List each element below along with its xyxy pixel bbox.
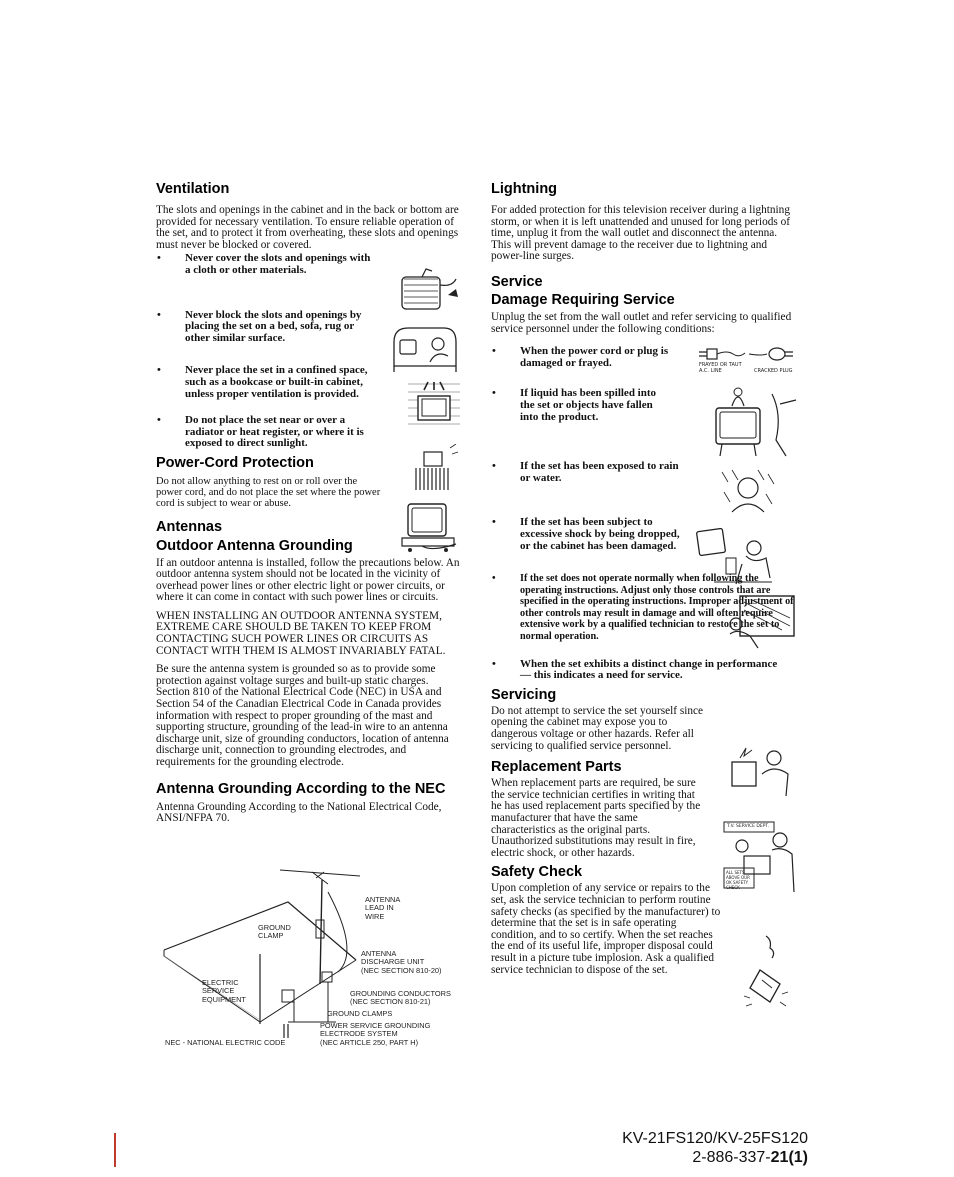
power-cord-illustration	[398, 500, 462, 554]
service-body: Unplug the set from the wall outlet and refer servicing to qualified service personnel under the following conditions:	[491, 310, 792, 335]
safety-check-heading: Safety Check	[491, 864, 583, 881]
service-bullet-4: • If the set has been subject to excessive shock by being dropped, or the cabinet has been damaged.	[492, 516, 680, 552]
lightning-body: For added protection for this television receiver during a lightning storm, or when it is left unattended and unused for long periods of time, unplug it from the wall outlet and disconnect the antenna. This will prevent damage to the receiver due to lightning and power-line surges.	[491, 204, 790, 263]
replacement-heading: Replacement Parts	[491, 759, 622, 776]
label-power-service: POWER SERVICE GROUNDING ELECTRODE SYSTEM (NEC ARTICLE 250, PART H)	[320, 1021, 431, 1047]
replacement-body: When replacement parts are required, be sure the service technician certifies in writing that he has used replacement parts specified by the manufacturer that have the same characteristics as the original parts. Unauthorized substitutions may result in fire, electric shock, or other hazards.	[491, 777, 701, 859]
label-ground-clamps: GROUND CLAMPS	[327, 1009, 393, 1018]
disposal-illustration	[742, 932, 790, 1012]
radiator-illustration	[410, 444, 460, 492]
tv-cabinet-illustration	[406, 380, 462, 434]
rain-illustration	[718, 468, 778, 518]
label-grounding-conductors: GROUNDING CONDUCTORS (NEC SECTION 810-21)	[350, 989, 451, 1007]
ventilation-heading: Ventilation	[156, 181, 230, 197]
ventilation-bullet-1: • Never cover the slots and openings with a cloth or other materials.	[157, 252, 371, 276]
antennas-body-2: WHEN INSTALLING AN OUTDOOR ANTENNA SYSTEM, EXTREME CARE SHOULD BE TAKEN TO KEEP FROM CONTACTING SUCH POWER LINES OR CIRCUITS AS CONTACT WITH THEM IS ALMOST INVARIABLY FATAL.	[156, 609, 446, 657]
service-bullet-5: • If the set does not operate normally when following the operating instructions. Adjust only those controls that are specified in the operating instructions. Improper adjustment of other controls may result in damage and will often require extensive work by a qualified technician to restore the set to normal operation.	[492, 573, 794, 643]
ventilation-bullet-4: • Do not place the set near or over a radiator or heat register, or where it is exposed to direct sunlight.	[157, 414, 364, 450]
label-nec-note: NEC - NATIONAL ELECTRIC CODE	[165, 1038, 286, 1047]
label-electric-service: ELECTRIC SERVICE EQUIPMENT	[202, 978, 246, 1004]
replacement-parts-illustration	[722, 820, 798, 896]
cabinet-icon	[406, 380, 462, 434]
model-number: KV-21FS120/KV-25FS120	[622, 1130, 808, 1147]
nec-heading: Antenna Grounding According to the NEC	[156, 780, 446, 797]
page-marker-bar	[114, 1133, 116, 1167]
rain-icon	[718, 468, 778, 518]
service-bullet-6: • When the set exhibits a distinct change in performance — this indicates a need for service.	[492, 657, 778, 682]
antenna-grounding-diagram	[160, 862, 470, 1052]
servicing-illustration	[726, 744, 792, 802]
sofa-icon	[390, 322, 460, 378]
spill-icon	[712, 384, 802, 460]
power-cord-heading: Power-Cord Protection	[156, 454, 314, 471]
tv-covered-icon	[396, 265, 462, 317]
ventilation-bullet-3: • Never place the set in a confined space, such as a bookcase or built-in cabinet, unless proper ventilation is provided.	[157, 364, 368, 400]
radiator-icon	[410, 444, 460, 492]
shock-icon	[726, 744, 792, 802]
power-cord-body: Do not allow anything to rest on or roll over the power cord, and do not place the set where the power cord is subject to wear or abuse.	[156, 475, 381, 510]
antennas-body-1: If an outdoor antenna is installed, follow the precautions below. An outdoor antenna system should not be located in the vicinity of overhead power lines or other electric light or power circuits, or where it can come in contact with such power lines or circuits.	[156, 556, 460, 604]
lightning-heading: Lightning	[491, 181, 558, 197]
ventilation-body: The slots and openings in the cabinet and in the back or bottom are provided for necessary ventilation. To ensure reliable operation of the set, and to protect it from overheating, these slots and openings must never be blocked or covered.	[156, 204, 459, 251]
servicing-body: Do not attempt to service the set yourself since opening the cabinet may expose you to dangerous voltage or other hazards. Refer all servicing to qualified service personnel.	[491, 704, 704, 752]
label-discharge-unit: ANTENNA DISCHARGE UNIT (NEC SECTION 810-20)	[361, 949, 442, 975]
damage-service-heading: Damage Requiring Service	[491, 291, 675, 308]
service-bullet-3: • If the set has been exposed to rain or water.	[492, 460, 679, 484]
servicing-heading: Servicing	[491, 686, 557, 703]
tv-sofa-illustration	[390, 322, 460, 378]
label-antenna-lead: ANTENNA LEAD IN WIRE	[365, 895, 401, 921]
ventilation-bullet-2: • Never block the slots and openings by placing the set on a bed, sofa, rug or other similar surface.	[157, 308, 362, 344]
sign-service-dept: T.V. SERVICE DEPT.	[727, 824, 770, 829]
antennas-heading: Antennas	[156, 518, 223, 535]
liquid-spill-illustration	[712, 384, 802, 460]
adjust-tv-icon	[726, 592, 798, 652]
label-frayed: FRAYED OR TAUT A.C. LINE	[699, 362, 742, 374]
antennas-body-3: Be sure the antenna system is grounded so as to provide some protection against voltage surges and built-up static charges. Section 810 of the National Electrical Code (NEC) in USA and Section 54 of the Canadian Electrical Code in Canada provides information with respect to proper grounding of the mast and supporting structure, grounding of the lead-in wire to an antenna discharge unit, size of grounding conductors, location of antenna discharge unit, connection to grounding electrodes, and requirements for the grounding electrode.	[156, 663, 449, 769]
tv-on-cord-icon	[398, 500, 462, 554]
frayed-plug-illustration	[697, 344, 801, 376]
dropped-set-illustration	[696, 528, 776, 586]
dropped-tv-icon	[696, 528, 776, 586]
label-ground-clamp: GROUND CLAMP	[258, 923, 291, 941]
service-heading: Service	[491, 273, 543, 290]
tv-cloth-illustration	[396, 265, 462, 317]
service-bullet-2: • If liquid has been spilled into the set or objects have fallen into the product.	[492, 387, 657, 423]
adjust-controls-illustration	[726, 592, 798, 652]
picture-tube-icon	[742, 932, 790, 1012]
sign-safety-check: ALL SETS ABOVE OUR OK SAFETY CHECK	[726, 870, 750, 890]
label-cracked: CRACKED PLUG	[754, 368, 793, 374]
part-number: 2-886-337-21(1)	[692, 1149, 808, 1166]
service-bullet-1: • When the power cord or plug is damaged or frayed.	[492, 345, 669, 369]
safety-check-body: Upon completion of any service or repairs to the set, ask the service technician to perform routine safety checks (as specified by the manufacturer) to determine that the set is in safe operating condition, and to so certify. When the set reaches the end of its useful life, improper disposal could result in a picture tube implosion. Ask a qualified service technician to dispose of the set.	[491, 882, 721, 976]
outdoor-antenna-heading: Outdoor Antenna Grounding	[156, 537, 353, 554]
nec-body: Antenna Grounding According to the National Electrical Code, ANSI/NFPA 70.	[156, 800, 442, 825]
